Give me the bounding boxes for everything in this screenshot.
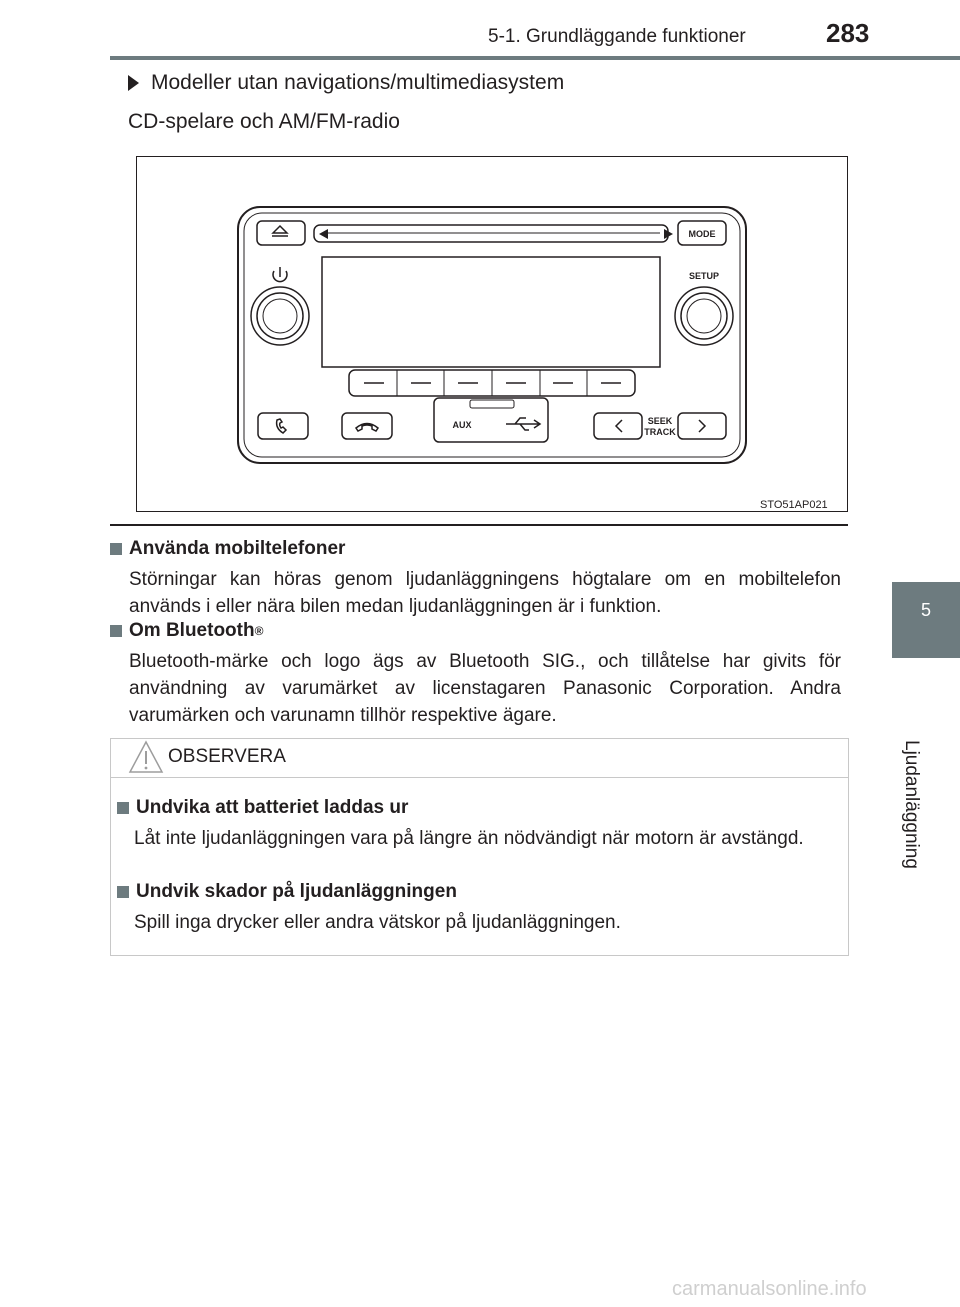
radio-panel-illustration [0,0,960,520]
seek-label: SEEK [647,416,673,426]
slot-arrow-left-icon [319,229,328,239]
notice-item-title: Undvik skador på ljudanläggningen [136,881,457,902]
side-tab-label: Ljudanläggning [901,740,922,869]
tune-knob [675,287,733,345]
power-volume-knob-center [263,299,297,333]
section-text: Bluetooth-märke och logo ägs av Bluetooth SIG., och tillåtelse har givits för användning av varumärket av licenstagaren Panasonic Corporation. Andra varumärken och varunamn tillhör respektive ägare. [129,651,841,726]
subtitle: CD-spelare och AM/FM-radio [128,110,400,133]
notice-item-text: Spill inga drycker eller andra vätskor på ljudanläggningen. [134,912,621,933]
notice-item-heading [117,797,408,819]
section-title: Om Bluetooth [129,620,255,641]
section-heading [110,620,263,642]
section-text: Störningar kan höras genom ljudanläggningens högtalare om en mobiltelefon används i eller nära bilen medan ljudanläggningen är i funktion. [129,569,841,617]
power-volume-knob [251,287,309,345]
square-bullet-icon [117,886,129,898]
display-screen [322,257,660,367]
section-heading [110,538,345,560]
seek-forward-button [678,413,726,439]
phone-answer-button [258,413,308,439]
square-bullet-icon [110,625,122,637]
chevron-left-icon [616,420,622,432]
section-title: Använda mobiltelefoner [129,538,346,559]
subheading-text: Modeller utan navigations/multimediasystem [151,71,565,94]
phone-hangup-button [342,413,392,439]
power-volume-knob-inner [257,293,303,339]
notice-item-text: Låt inte ljudanläggningen vara på längre än nödvändigt när motorn är avstängd. [134,828,804,849]
seek-back-button [594,413,642,439]
square-bullet-icon [110,543,122,555]
notice-item-heading [117,881,457,903]
square-bullet-icon [117,802,129,814]
notice-item-title: Undvika att batteriet laddas ur [136,797,409,818]
registered-mark: ® [254,624,264,638]
tune-knob-center [687,299,721,333]
figure-code: STO51AP021 [760,499,828,511]
setup-label: SETUP [688,271,720,281]
warning-triangle-icon [128,740,164,774]
notice-title: OBSERVERA [168,746,286,767]
usb-icon [506,418,540,430]
track-label: TRACK [644,427,676,437]
tune-knob-inner [681,293,727,339]
watermark: carmanualsonline.info [672,1278,867,1300]
hangup-icon [356,424,378,432]
chevron-right-icon [699,420,705,432]
mode-label: MODE [688,229,716,239]
aux-usb-panel [434,398,548,442]
figure-rule [110,524,848,526]
page-number: 283 [826,18,870,48]
side-tab-number: 5 [920,600,931,620]
eject-icon [272,226,288,236]
header-section-title: 5-1. Grundläggande funktioner [488,26,746,47]
usb-port [470,400,514,408]
phone-icon [277,419,286,433]
aux-label: AUX [452,420,472,430]
